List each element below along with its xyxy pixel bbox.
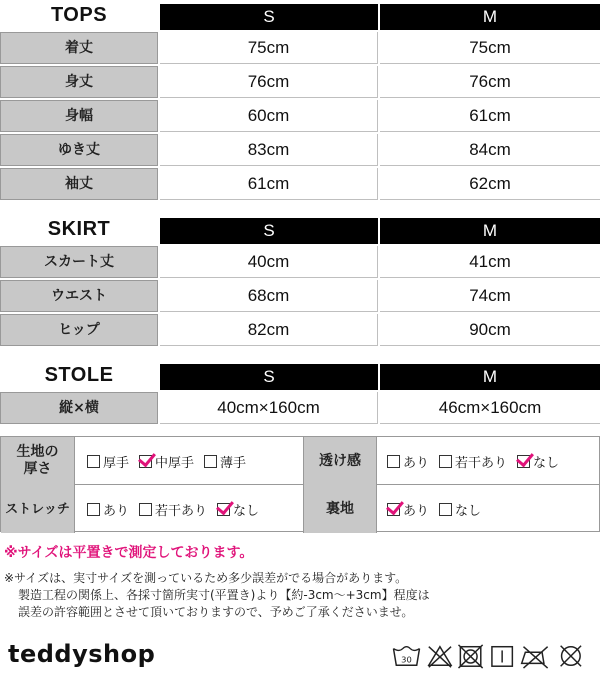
thickness-option-medium[interactable] <box>139 452 194 471</box>
table-row <box>0 98 600 132</box>
value-m: 61cm <box>380 100 600 132</box>
value-m: 90cm <box>380 314 600 346</box>
sheer-option-yes[interactable] <box>387 452 429 471</box>
no-bleach-icon <box>429 647 451 667</box>
thickness-label <box>1 437 75 485</box>
stretch-option-no[interactable] <box>217 500 259 519</box>
value-m: 74cm <box>380 280 600 312</box>
line-dry-icon <box>492 647 512 667</box>
thickness-option-thick[interactable] <box>87 452 129 471</box>
value-m: 46cm×160cm <box>380 392 600 424</box>
lining-option-no[interactable] <box>439 500 481 519</box>
wash-temp-label: 30 <box>401 654 412 665</box>
row-label: ヒップ <box>0 314 158 346</box>
table-row <box>0 64 600 98</box>
checkbox-checked[interactable] <box>387 503 400 516</box>
option-label: あり <box>103 503 130 519</box>
checkbox[interactable] <box>439 455 452 468</box>
stole-section <box>0 360 600 424</box>
checkbox[interactable] <box>87 503 100 516</box>
sheer-option-slight[interactable] <box>439 452 507 471</box>
row-label: 身丈 <box>0 66 158 98</box>
option-label: あり <box>403 455 430 471</box>
value-m: 75cm <box>380 32 600 64</box>
option-label: 若干あり <box>455 455 508 471</box>
option-label: 中厚手 <box>155 455 195 471</box>
stole-title: STOLE <box>44 364 114 386</box>
tops-size-s: S <box>160 4 378 30</box>
row-label: スカート丈 <box>0 246 158 278</box>
table-row <box>0 278 600 312</box>
stretch-option-slight[interactable] <box>139 500 207 519</box>
value-m: 62cm <box>380 168 600 200</box>
checkbox[interactable] <box>439 503 452 516</box>
wash-30-icon <box>394 647 420 666</box>
disclaimer-line-3: 誤差の許容範囲とさせて頂いておりますので、予めご了承くださいませ。 <box>18 605 414 619</box>
option-label: あり <box>403 503 430 519</box>
checkbox[interactable] <box>87 455 100 468</box>
sheer-option-no[interactable] <box>517 452 559 471</box>
material-table <box>0 436 600 532</box>
value-s: 75cm <box>160 32 378 64</box>
tops-size-m: M <box>380 4 600 30</box>
value-s: 40cm <box>160 246 378 278</box>
value-s: 82cm <box>160 314 378 346</box>
value-s: 68cm <box>160 280 378 312</box>
thickness-options <box>77 437 303 485</box>
skirt-section <box>0 214 600 346</box>
value-s: 60cm <box>160 100 378 132</box>
lining-options <box>377 485 599 533</box>
checkbox-checked[interactable] <box>139 455 152 468</box>
table-row <box>0 312 600 346</box>
value-m: 84cm <box>380 134 600 166</box>
no-dry-clean-icon <box>561 646 581 666</box>
sheer-label: 透け感 <box>303 437 377 485</box>
checkbox-checked[interactable] <box>217 503 230 516</box>
option-label: なし <box>533 455 560 471</box>
iron-icon <box>522 647 548 668</box>
stole-size-s: S <box>160 364 378 390</box>
checkbox[interactable] <box>204 455 217 468</box>
stretch-options <box>77 485 303 533</box>
tops-title: TOPS <box>50 4 108 26</box>
value-m: 41cm <box>380 246 600 278</box>
checkbox[interactable] <box>387 455 400 468</box>
stole-size-m: M <box>380 364 600 390</box>
thickness-label-line1: 生地の <box>16 444 59 460</box>
value-s: 83cm <box>160 134 378 166</box>
option-label: 厚手 <box>103 455 130 471</box>
row-label: 身幅 <box>0 100 158 132</box>
checkbox-checked[interactable] <box>517 455 530 468</box>
disclaimer-line-2: 製造工程の関係上、各採寸箇所実寸(平置き)より【約-3cm〜+3cm】程度は <box>18 588 430 602</box>
row-label: 縦×横 <box>0 392 158 424</box>
option-label: 若干あり <box>155 503 208 519</box>
value-m: 76cm <box>380 66 600 98</box>
measurement-note: ※サイズは平置きで測定しております。 <box>4 545 254 561</box>
value-s: 76cm <box>160 66 378 98</box>
thickness-label-line2: 厚さ <box>23 461 52 477</box>
care-icons <box>384 643 598 669</box>
row-label: 着丈 <box>0 32 158 64</box>
option-label: 薄手 <box>220 455 247 471</box>
checkbox[interactable] <box>139 503 152 516</box>
lining-option-yes[interactable] <box>387 500 429 519</box>
lining-label: 裏地 <box>303 485 377 533</box>
brand-logo: teddyshop <box>8 640 156 668</box>
skirt-size-s: S <box>160 218 378 244</box>
thickness-option-thin[interactable] <box>204 452 246 471</box>
tops-section <box>0 0 600 200</box>
row-label: ウエスト <box>0 280 158 312</box>
table-row <box>0 390 600 424</box>
sheer-options <box>377 437 599 485</box>
table-row <box>0 132 600 166</box>
value-s: 40cm×160cm <box>160 392 378 424</box>
row-label: ゆき丈 <box>0 134 158 166</box>
skirt-header <box>0 214 600 244</box>
table-row <box>0 166 600 200</box>
table-row <box>0 30 600 64</box>
no-tumble-dry-icon <box>459 645 483 668</box>
stretch-option-yes[interactable] <box>87 500 129 519</box>
skirt-size-m: M <box>380 218 600 244</box>
value-s: 61cm <box>160 168 378 200</box>
stole-header <box>0 360 600 390</box>
skirt-title: SKIRT <box>47 218 111 240</box>
stretch-label: ストレッチ <box>1 485 75 533</box>
row-label: 袖丈 <box>0 168 158 200</box>
disclaimer-line-1: ※サイズは、実寸サイズを測っているため多少誤差がでる場合があります。 <box>4 571 408 585</box>
option-label: なし <box>233 503 260 519</box>
table-row <box>0 244 600 278</box>
tops-header <box>0 0 600 30</box>
option-label: なし <box>455 503 482 519</box>
